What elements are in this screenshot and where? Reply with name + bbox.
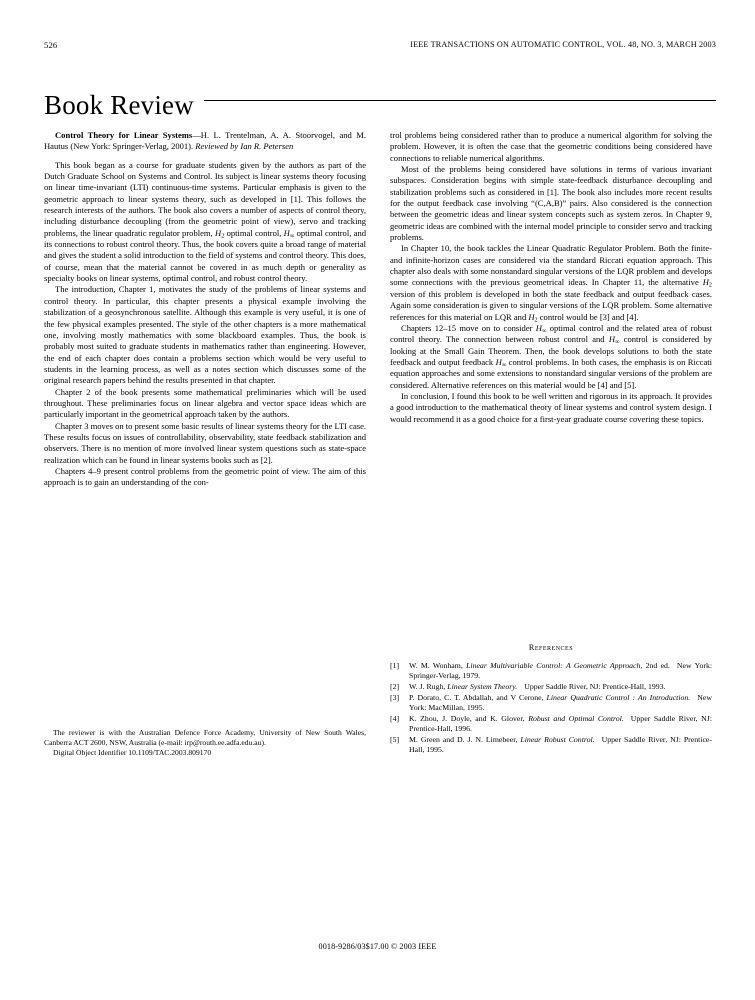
reviewer-line: Reviewed by Ian R. Petersen: [195, 141, 294, 152]
reference-authors: W. J. Rugh,: [409, 682, 446, 691]
reference-title: Robust and Optimal Control.: [528, 713, 624, 723]
page-number: 526: [44, 40, 58, 50]
paragraph-left-4: Chapter 3 moves on to present some basic results of linear systems theory for the LTI case. These results focus on issues of controllability, observability, state feedback stabilization and observers. There is no mention of more involved linear system questions such as state-space realization which can be found in linear systems books such as [2].: [44, 420, 366, 465]
reference-imprint: New York: Springer-Verlag, 1979.: [409, 661, 713, 681]
reference-title: Linear Multivariable Control: A Geometric Approach,: [466, 661, 643, 670]
reference-authors: W. M. Wonham,: [409, 661, 463, 670]
paragraph-left-5: Chapters 4–9 present control problems from the geometric point of view. The aim of this approach is to gain an understanding of the con-: [44, 465, 366, 488]
page-title: Book Review: [44, 90, 194, 121]
reference-item: [390, 682, 712, 692]
reference-imprint: Upper Saddle River, NJ: Prentice-Hall, 1996.: [409, 713, 713, 733]
reference-authors: P. Dorato, C. T. Abdallah, and V Cerone,: [409, 692, 544, 702]
reference-number: [1]: [390, 661, 400, 670]
reference-imprint: Upper Saddle River, NJ: Prentice-Hall, 1995.: [409, 734, 712, 754]
author-footnote: [44, 728, 366, 758]
reference-number: [3]: [390, 692, 400, 702]
paragraph-left-1: This book began as a course for graduate students given by the authors as part of the Dutch Graduate School on Systems and Control. Its subject is linear systems theory focusing on linear time-invariant (LTI) continuous-time systems. Particular emphasis is given to the geometric approach to linear systems theory, such as developed in [1]. This follows the research interests of the authors. The book also covers a number of aspects of control theory, including disturbance decoupling (from the geometric point of view), servo and tracking problems, the linear quadratic regulator problem, $H_2$ optimal control, $H_\infty$ optimal control, and its connections to robust control theory. Thus, the book covers quite a broad range of material and gives the student a solid introduction to the field of systems and control theory. This does, of course, mean that the material cannot be covered in as much depth or generality as specialty books on linear systems, optimal control, and robust control theory.: [44, 159, 366, 284]
reference-number: [4]: [390, 713, 400, 723]
reference-title: Linear System Theory.: [447, 682, 518, 691]
reference-item: [390, 661, 712, 681]
body-column-left: [44, 130, 366, 489]
paragraph-right-3: In Chapter 10, the book tackles the Linear Quadratic Regulator Problem. Both the finite- and infinite-horizon cases are considered via the standard Riccati equation approach. This chapter also deals with some nonstandard singular versions of the LQR problem and develops some connections with the previous geometrical ideas. In Chapter 11, the alternative $H_2$ version of this problem is developed in both the state feedback and output feedback cases. Again some consideration is given to singular versions of the LQR problem. Some alternative references for this material on LQR and $H_2$ control would be [3] and [4].: [390, 243, 712, 323]
paragraph-right-5: In conclusion, I found this book to be well written and rigorous in its approach. It provides a good introduction to the mathematical theory of linear systems and control system design. I would recommend it as a good choice for a first-year graduate course covering these topics.: [390, 390, 712, 424]
reference-authors: M. Green and D. J. N. Limebeer,: [409, 734, 518, 744]
reference-number: [2]: [390, 682, 400, 691]
book-citation: [44, 130, 366, 153]
references-list: [390, 661, 712, 756]
reference-imprint: New York: MacMillan, 1995.: [409, 692, 712, 712]
paragraph-right-2: Most of the problems being considered have solutions in terms of various invariant subspaces. Consideration begins with simple state-feedback disturbance decoupling and stabilization problems such as considered in [1]. The book also includes more recent results for the output feedback case involving “(C,A,B)” pairs. Also considered is the connection between the geometric ideas and linear system concepts such as system zeros. In Chapter 9, geometric ideas are combined with the internal model principle to consider servo and tracking problems.: [390, 164, 712, 243]
reference-title: Linear Robust Control.: [520, 734, 595, 744]
reference-authors: K. Zhou, J. Doyle, and K. Glover,: [409, 713, 525, 723]
reference-number: [5]: [390, 734, 400, 744]
paragraph-left-3: Chapter 2 of the book presents some mathematical preliminaries which will be used throughout. These preliminaries focus on linear algebra and vector space ideas which are particularly important in the geometrical approach taken by the authors.: [44, 386, 366, 420]
body-column-right: [390, 130, 712, 425]
reviewer-affiliation: The reviewer is with the Australian Defence Force Academy, University of New South Wales, Canberra ACT 2600, NSW, Australia (e-mail: irp@routh.ee.adfa.edu.au).: [44, 728, 366, 747]
reference-title: Linear Quadratic Control : An Introduction.: [546, 692, 691, 702]
book-authors-publisher: —H. L. Trentelman, A. A. Stoorvogel, and M. Hautus (New York: Springer-Verlag, 2001).: [44, 130, 366, 152]
reference-item: [390, 735, 712, 755]
title-underline-rule: [204, 100, 716, 101]
running-head: [44, 40, 716, 52]
doi-line: Digital Object Identifier 10.1109/TAC.2003.809170: [53, 747, 212, 757]
copyright-footer: 0018-9286/03$17.00 © 2003 IEEE: [318, 942, 437, 951]
paragraph-right-1: trol problems being considered rather than to produce a numerical algorithm for solving the problem. However, it is often the case that the geometric conditions being considered have connections to reliable numerical algorithms.: [390, 130, 712, 163]
paragraph-right-4: Chapters 12–15 move on to consider $H_\infty$ optimal control and the related area of robust control theory. The connection between robust control and $H_\infty$ control is considered by looking at the Small Gain Theorem. Then, the book develops solutions to both the state feedback and output feedback $H_\infty$ control problems. In both cases, the emphasis is on Riccati equation approaches and some extensions to nonstandard singular versions of the problem are considered. Alternative references on this material would be [4] and [5].: [390, 322, 712, 390]
paragraph-left-2: The introduction, Chapter 1, motivates the study of the problems of linear systems and control theory. In particular, this chapter presents a physical example involving the stabilization of a geosynchronous satellite. Although this example is very useful, it is one of the few physical examples presented. The style of the other chapters is a more mathematical one, involving mostly mathematics with some blackboard examples. Thus, the book is probably most suited to graduate students in mathematics rather than engineering. However, the end of each chapter does contain a problems section which would be very useful to students in the learning process, as well as a notes section which discusses some of the original research papers behind the results presented in that chapter.: [44, 284, 366, 386]
reference-imprint: Upper Saddle River, NJ: Prentice-Hall, 1993.: [524, 682, 666, 691]
book-title: Control Theory for Linear Systems: [55, 130, 193, 140]
reference-edition: 2nd ed.: [645, 661, 670, 670]
journal-title-line: IEEE TRANSACTIONS ON AUTOMATIC CONTROL, VOL. 48, NO. 3, MARCH 2003: [410, 40, 716, 49]
reference-item: [390, 714, 712, 734]
reference-item: [390, 693, 712, 713]
section-header: [44, 72, 716, 121]
references-heading: References: [528, 643, 574, 652]
